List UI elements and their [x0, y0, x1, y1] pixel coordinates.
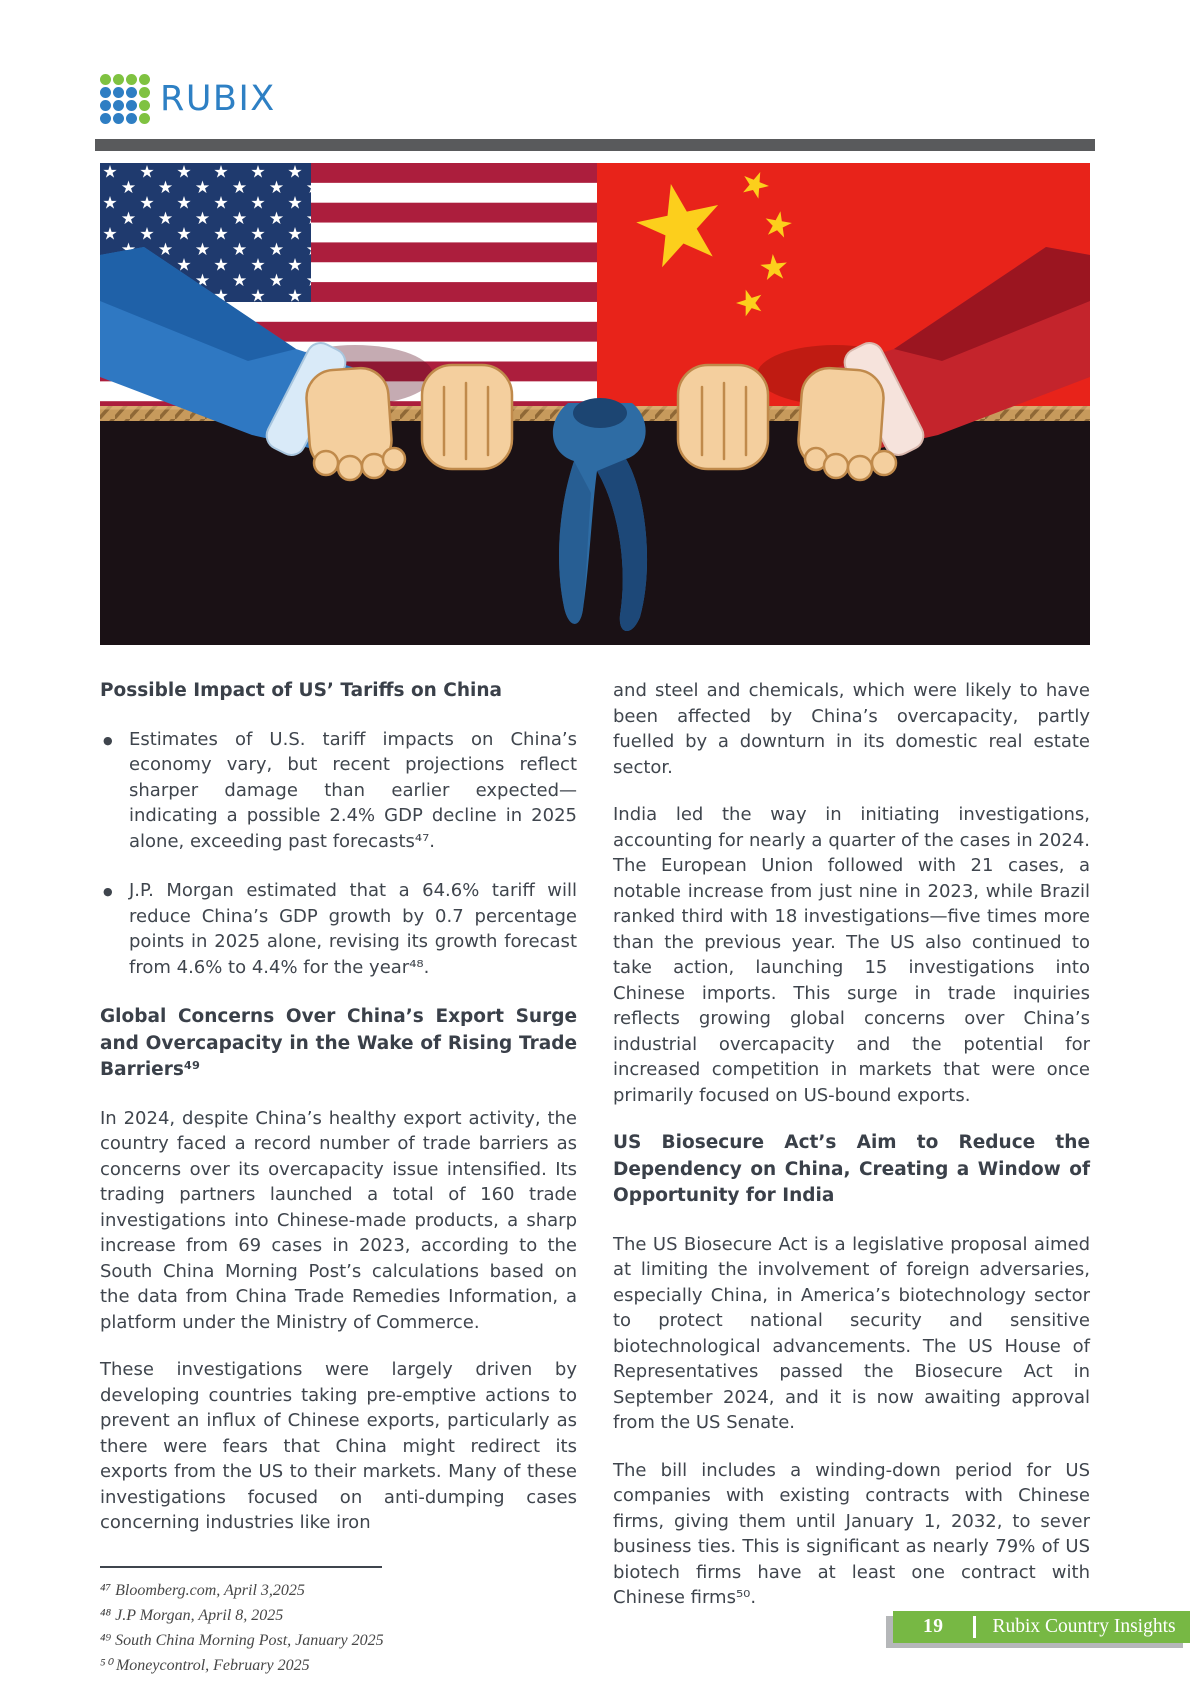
heading-global-concerns: Global Concerns Over China’s Export Surge and Overcapacity in the Wake of Rising Trade Barriers⁴⁹ — [100, 1006, 577, 1080]
footnote: ⁴⁸ J.P Morgan, April 8, 2025 — [100, 1606, 284, 1624]
tariff-impact-list — [100, 727, 577, 981]
paragraph: In 2024, despite China’s healthy export activity, the country faced a record number of trade barriers as concerns over its overcapacity issue intensified. Its trading partners launched a total of 160 trade investigations into Chinese-made products, a sharp increase from 69 cases in 2023, according to the South China Morning Post’s calculations based on the data from China Trade Remedies Information, a platform under the Ministry of Commerce. — [100, 1107, 577, 1333]
paragraph: The bill includes a winding-down period for US companies with existing contracts with Chinese firms, giving them until January 1, 2032, to sever business ties. This is significant as nearly 79% of US biotech firms have at least one contract with Chinese firms⁵⁰. — [613, 1459, 1090, 1608]
footer-bar — [893, 1611, 1190, 1643]
page-number: 19 — [923, 1616, 944, 1637]
footnotes — [100, 1578, 577, 1678]
header-rule — [95, 139, 1095, 151]
footnote: ⁴⁷ Bloomberg.com, April 3,2025 — [100, 1581, 305, 1599]
hero-illustration — [100, 163, 1090, 645]
right-column — [613, 678, 1090, 1633]
list-item: ● J.P. Morgan estimated that a 64.6% tariff will reduce China’s GDP growth by 0.7 percentage points in 2025 alone, revising its growth forecast from 4.6% to 4.4% for the year⁴⁸. — [100, 878, 577, 980]
brand-name: RUBIX — [160, 79, 276, 119]
paragraph: and steel and chemicals, which were likely to have been affected by China’s overcapacity, partly fuelled by a downturn in its domestic real estate sector. — [613, 680, 1090, 778]
paragraph: India led the way in initiating investigations, accounting for nearly a quarter of the cases in 2024. The European Union followed with 21 cases, a notable increase from just nine in 2023, while Brazil ranked third with 18 investigations—five times more than the previous year. The US also continued to take action, launching 15 investigations into Chinese imports. This surge in trade inquiries reflects growing global concerns over China’s industrial overcapacity and the potential for increased competition in markets that were once primarily focused on US-bound exports. — [613, 804, 1090, 1106]
heading-biosecure-act: US Biosecure Act’s Aim to Reduce the Dependency on China, Creating a Window of Opportunity for India — [613, 1132, 1090, 1206]
china-hand-palm — [678, 365, 768, 469]
rubix-logo — [100, 74, 276, 124]
left-column — [100, 678, 577, 1678]
paragraph: The US Biosecure Act is a legislative proposal aimed at limiting the involvement of foreign adversaries, especially China, in America’s biotechnology sector to protect national security and sensitive biotechnological advancements. The US House of Representatives passed the Biosecure Act in September 2024, and it is now awaiting approval from the US Senate. — [613, 1233, 1090, 1433]
us-hand-palm — [422, 365, 512, 469]
footer-label: Rubix Country Insights — [992, 1616, 1176, 1637]
paragraph: These investigations were largely driven by developing countries taking pre-emptive actions to prevent an influx of Chinese exports, particularly as there were fears that China might redirect its exports from the US to their markets. Many of these investigations focused on anti-dumping cases concerning industries like iron — [100, 1359, 577, 1533]
heading-tariff-impact: Possible Impact of US’ Tariffs on China — [100, 680, 503, 701]
footnote: ⁵⁰ Moneycontrol, February 2025 — [100, 1656, 310, 1674]
footnote-rule — [100, 1566, 382, 1568]
list-item: ● Estimates of U.S. tariff impacts on China’s economy vary, but recent projections reflect sharper damage than earlier expected—indicating a possible 2.4% GDP decline in 2025 alone, exceeding past forecasts⁴⁷. — [100, 727, 577, 855]
footnote: ⁴⁹ South China Morning Post, January 2025 — [100, 1631, 384, 1649]
rubix-logo-dots-icon — [100, 74, 150, 124]
footer-divider — [973, 1616, 976, 1638]
